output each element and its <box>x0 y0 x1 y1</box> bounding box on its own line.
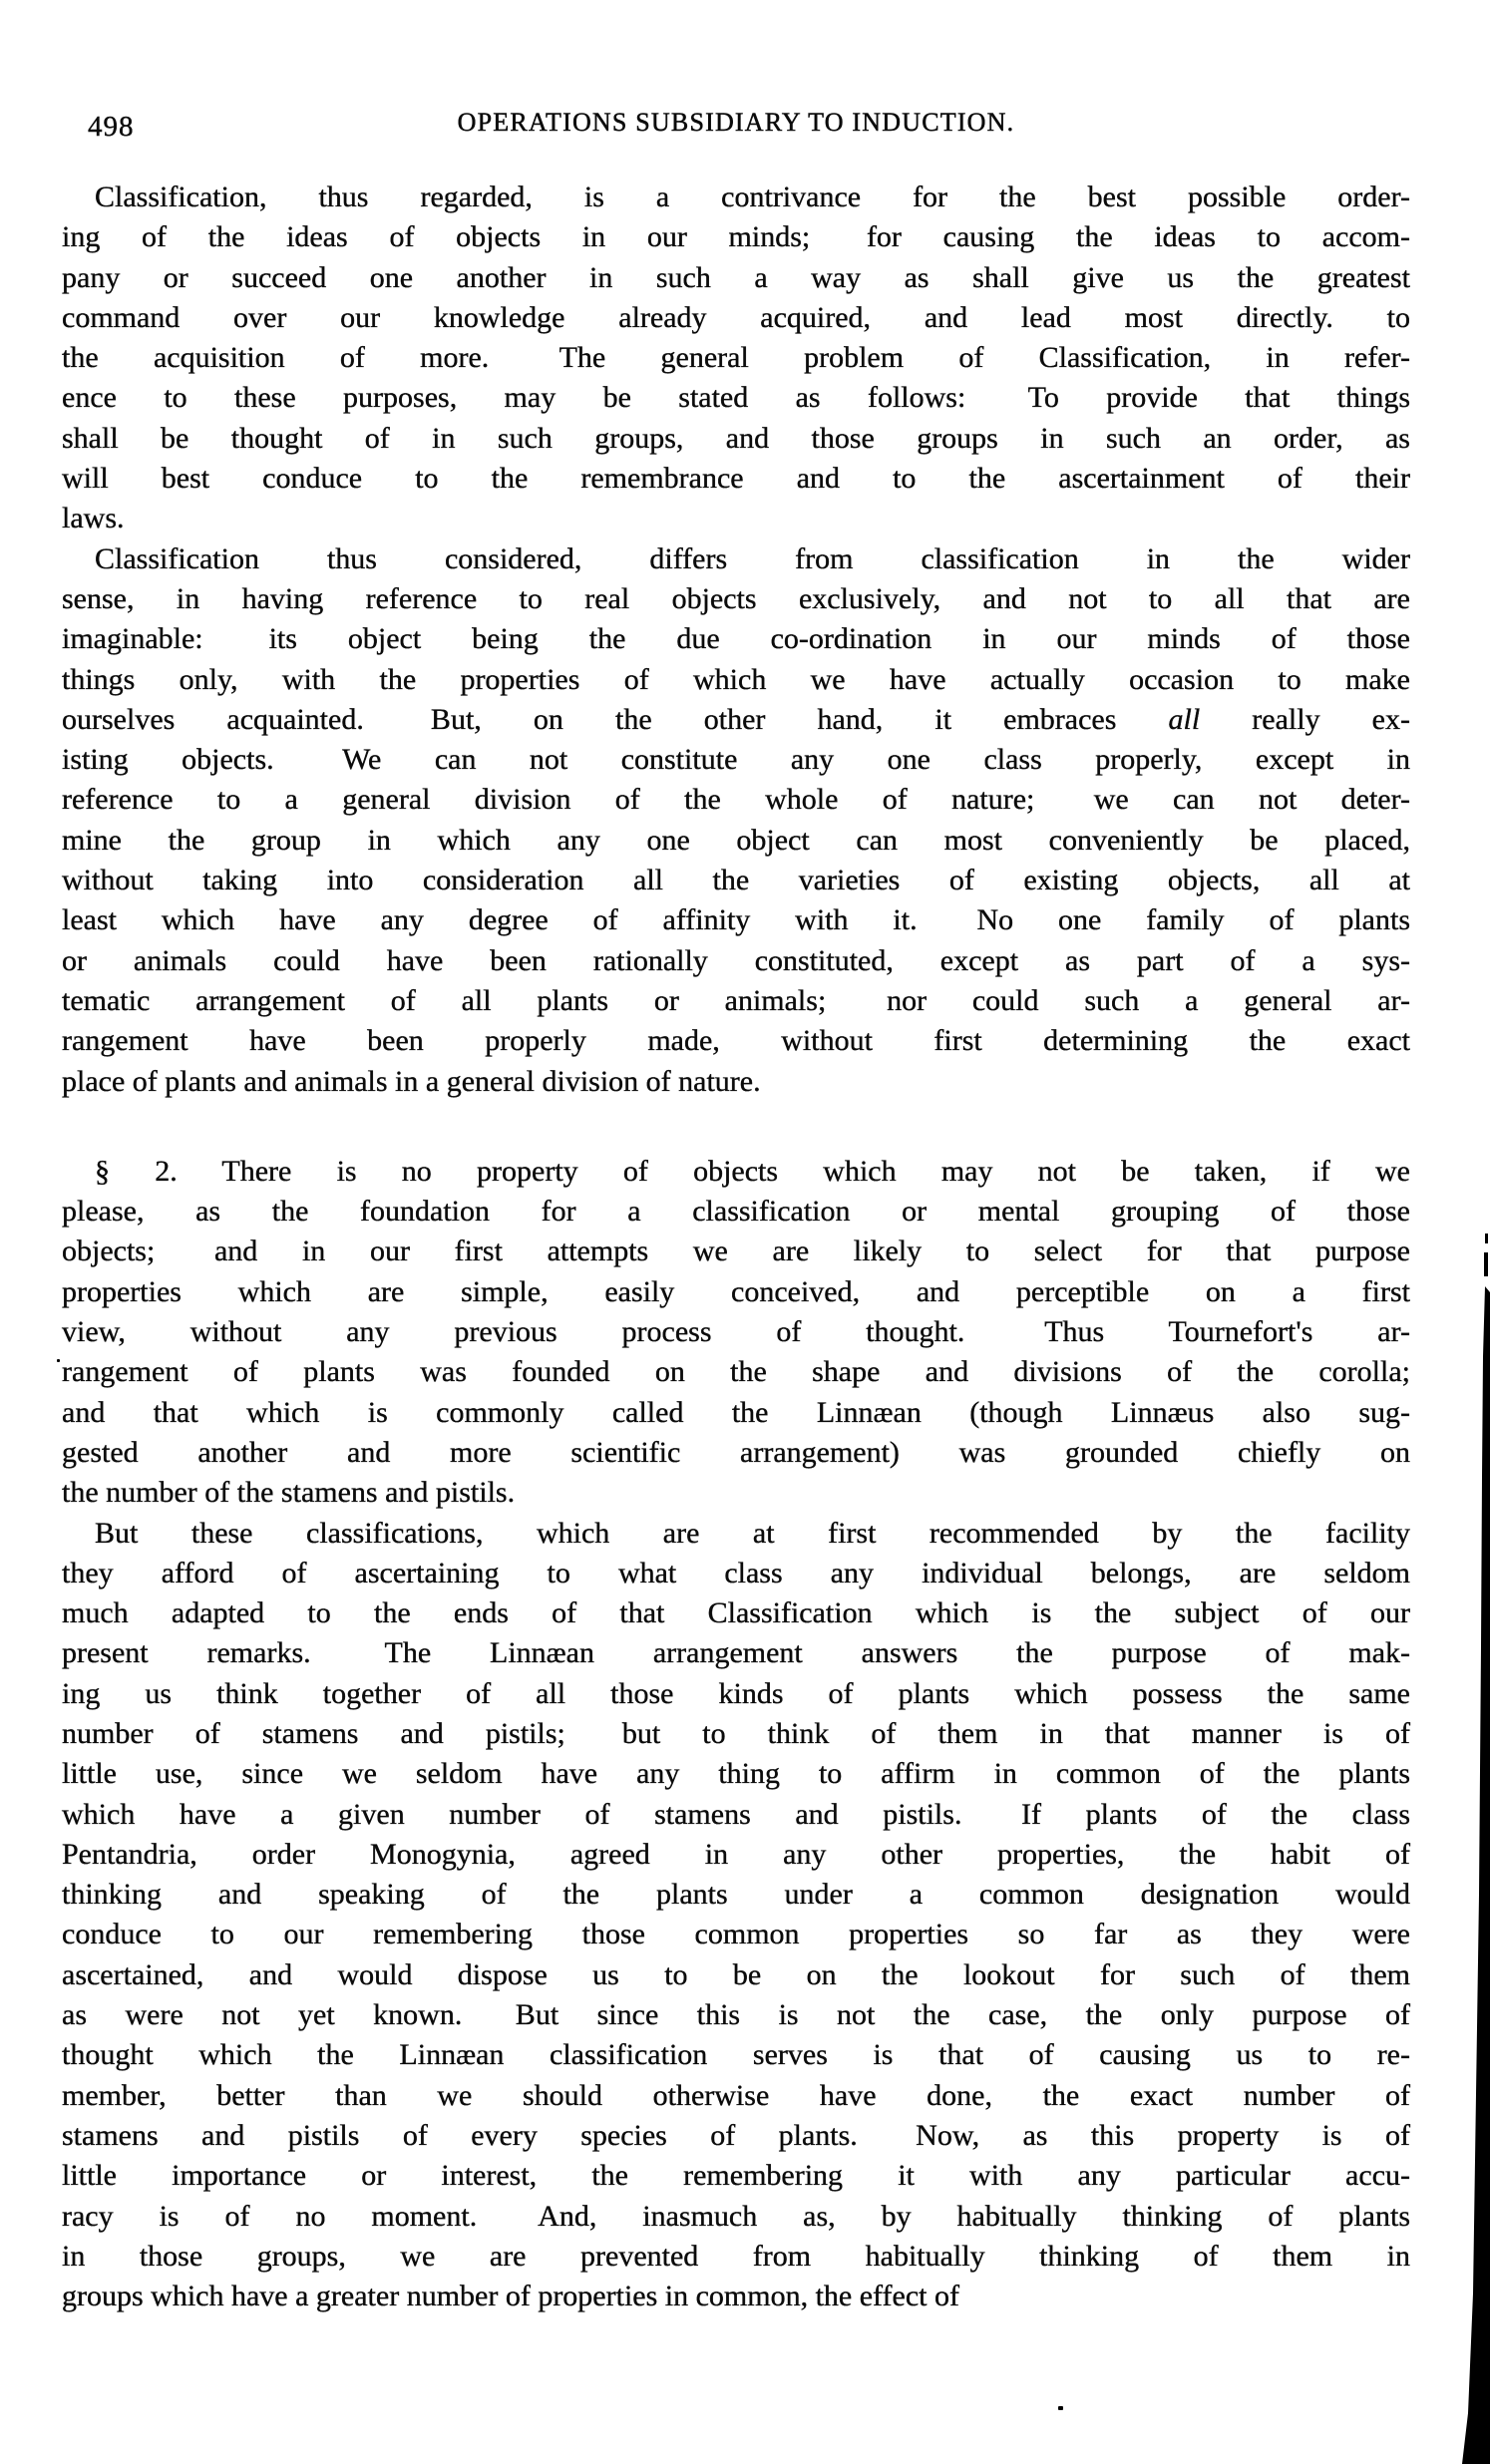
text-line: view, without any previous process of thought. Thus Tournefort's ar- <box>62 1315 1410 1349</box>
text-line: little importance or interest, the remembering it with any particular accu- <box>62 2159 1410 2193</box>
text-line: without taking into consideration all the varieties of existing objects, all at <box>62 864 1410 897</box>
text-line: thought which the Linnæan classification serves is that of causing us to re- <box>62 2038 1410 2072</box>
text-line: in those groups, we are prevented from habitually thinking of them in <box>62 2239 1410 2273</box>
text-line: thinking and speaking of the plants under a common designation would <box>62 1878 1410 1912</box>
text-line: isting objects. We can not constitute any one class properly, except in <box>62 743 1410 777</box>
text-line: number of stamens and pistils; but to think of them in that manner is of <box>62 1716 1410 1750</box>
running-header: OPERATIONS SUBSIDIARY TO INDUCTION. <box>457 108 1015 137</box>
text-line: place of plants and animals in a general division of nature. <box>62 1064 761 1098</box>
text-line: please, as the foundation for a classification or mental grouping of those <box>62 1195 1410 1229</box>
page-text <box>62 177 1410 2316</box>
text-line: ing of the ideas of objects in our minds; for causing the ideas to accom- <box>62 220 1410 254</box>
text-line: or animals could have been rationally constituted, except as part of a sys- <box>62 943 1410 977</box>
page-header <box>62 108 1410 148</box>
text-line: member, better than we should otherwise have done, the exact number of <box>62 2078 1410 2112</box>
text-line: little use, since we seldom have any thing to affirm in common of the plants <box>62 1757 1410 1791</box>
text-line: rangement of plants was founded on the shape and divisions of the corolla; <box>62 1355 1410 1389</box>
scan-artifact-speck <box>57 1359 60 1362</box>
text-line: Pentandria, order Monogynia, agreed in any other properties, the habit of <box>62 1837 1410 1871</box>
text-line: ascertained, and would dispose us to be on the lookout for such of them <box>62 1957 1410 1991</box>
page-number: 498 <box>88 111 135 143</box>
text-line: which have a given number of stamens and pistils. If plants of the class <box>62 1797 1410 1831</box>
text-line: laws. <box>62 502 125 535</box>
text-line: stamens and pistils of every species of plants. Now, as this property is of <box>62 2118 1410 2152</box>
text-line: § 2. There is no property of objects which may not be taken, if we <box>95 1154 1410 1188</box>
text-line: sense, in having reference to real objects exclusively, and not to all that are <box>62 581 1410 615</box>
text-line: and that which is commonly called the Linnæan (though Linnæus also sug- <box>62 1395 1410 1429</box>
text-line: much adapted to the ends of that Classification which is the subject of our <box>62 1596 1410 1630</box>
text-line: racy is of no moment. And, inasmuch as, by habitually thinking of plants <box>62 2199 1410 2233</box>
text-line: ence to these purposes, may be stated as follows: To provide that things <box>62 381 1410 415</box>
text-line: pany or succeed one another in such a way as shall give us the greatest <box>62 260 1410 294</box>
text-line: present remarks. The Linnæan arrangement answers the purpose of mak- <box>62 1636 1410 1670</box>
text-line: the acquisition of more. The general problem of Classification, in refer- <box>62 341 1410 375</box>
text-line: ourselves acquainted. But, on the other hand, it embraces all really ex- <box>62 702 1410 736</box>
text-line: properties which are simple, easily conceived, and perceptible on a first <box>62 1274 1410 1308</box>
text-line: objects; and in our first attempts we are likely to select for that purpose <box>62 1234 1410 1268</box>
text-line: tematic arrangement of all plants or animals; nor could such a general ar- <box>62 983 1410 1017</box>
text-line: command over our knowledge already acquired, and lead most directly. to <box>62 300 1410 334</box>
text-line: groups which have a greater number of properties in common, the effect of <box>62 2280 959 2313</box>
text-line: gested another and more scientific arrangement) was grounded chiefly on <box>62 1435 1410 1469</box>
text-line: will best conduce to the remembrance and to the ascertainment of their <box>62 462 1410 496</box>
text-line: imaginable: its object being the due co-ordination in our minds of those <box>62 622 1410 656</box>
text-line: rangement have been properly made, without first determining the exact <box>62 1024 1410 1058</box>
text-line: ing us think together of all those kinds of plants which possess the same <box>62 1676 1410 1710</box>
text-line: Classification, thus regarded, is a contrivance for the best possible order- <box>95 180 1410 213</box>
text-line: they afford of ascertaining to what class any individual belongs, are seldom <box>62 1556 1410 1589</box>
text-line: things only, with the properties of which we have actually occasion to make <box>62 662 1410 696</box>
text-line: shall be thought of in such groups, and those groups in such an order, as <box>62 421 1410 455</box>
text-line: least which have any degree of affinity with it. No one family of plants <box>62 903 1410 937</box>
text-line: mine the group in which any one object can most conveniently be placed, <box>62 823 1410 857</box>
text-line: the number of the stamens and pistils. <box>62 1476 516 1510</box>
text-line: reference to a general division of the whole of nature; we can not deter- <box>62 783 1410 817</box>
text-line: Classification thus considered, differs from classification in the wider <box>95 541 1410 575</box>
text-line: as were not yet known. But since this is not the case, the only purpose of <box>62 1998 1410 2032</box>
text-line: But these classifications, which are at first recommended by the facility <box>95 1516 1410 1550</box>
scan-artifact-speck <box>1058 2406 1063 2410</box>
text-line: conduce to our remembering those common properties so far as they were <box>62 1918 1410 1951</box>
